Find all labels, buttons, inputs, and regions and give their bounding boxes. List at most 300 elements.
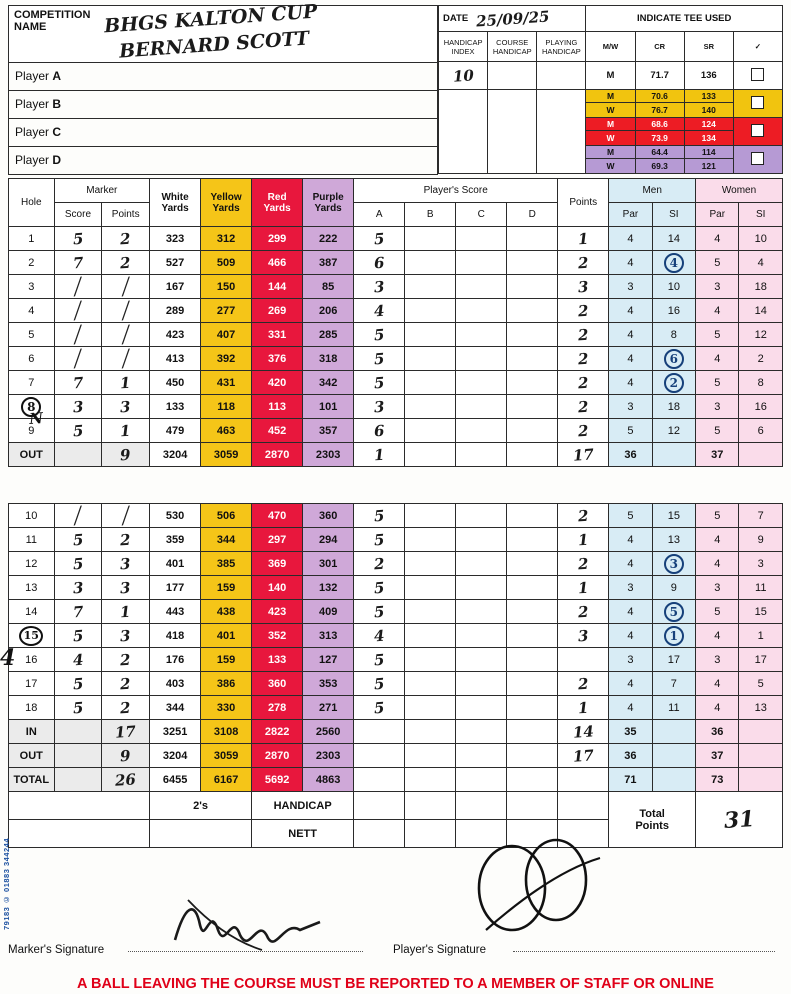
score-a[interactable]: 5 <box>354 504 405 528</box>
women-par: 3 <box>696 275 739 299</box>
marker-points[interactable]: 2 <box>102 696 150 720</box>
men-si: 14 <box>652 227 695 251</box>
score-d[interactable] <box>507 371 558 395</box>
out-row <box>9 443 783 467</box>
in-marker-score <box>54 720 102 744</box>
tee-a-checkbox[interactable] <box>733 62 782 90</box>
score-b[interactable] <box>405 395 456 419</box>
out-points[interactable]: 17 <box>558 744 609 768</box>
table-row <box>9 371 783 395</box>
col-purple-yards: Purple Yards <box>303 179 354 227</box>
in-points[interactable]: 14 <box>558 720 609 744</box>
hole-number: 10 <box>9 504 55 528</box>
score-b[interactable] <box>405 504 456 528</box>
women-par: 4 <box>696 672 739 696</box>
hole-points[interactable]: 2 <box>558 419 609 443</box>
score-a[interactable]: 5 <box>354 648 405 672</box>
white-yards: 403 <box>150 672 201 696</box>
score-a[interactable]: 5 <box>354 323 405 347</box>
hole-number: 3 <box>9 275 55 299</box>
score-c[interactable] <box>456 648 507 672</box>
in-marker-points[interactable]: 17 <box>102 720 150 744</box>
out-score-d[interactable] <box>507 443 558 467</box>
date-value: 25/09/25 <box>475 6 551 31</box>
white-yards: 418 <box>150 624 201 648</box>
out-score-a[interactable] <box>354 744 405 768</box>
score-c[interactable] <box>456 395 507 419</box>
marker-points[interactable]: ╱ <box>102 323 150 347</box>
score-c[interactable] <box>456 227 507 251</box>
hole-points[interactable]: 1 <box>558 227 609 251</box>
white-yards: 413 <box>150 347 201 371</box>
hole-number: 12 <box>9 552 55 576</box>
tee-c-sr: 124 134 <box>684 118 733 146</box>
table-row <box>9 600 783 624</box>
women-si: 8 <box>739 371 783 395</box>
score-a[interactable]: 5 <box>354 371 405 395</box>
table-row <box>9 227 783 251</box>
men-si: 1 <box>652 624 695 648</box>
player-a-row <box>8 63 438 91</box>
red-yards: 452 <box>252 419 303 443</box>
marker-score[interactable]: ╱ <box>54 275 102 299</box>
marker-points[interactable]: 2 <box>102 227 150 251</box>
marker-score[interactable]: ╱ <box>54 299 102 323</box>
hole-points[interactable]: 2 <box>558 251 609 275</box>
score-b[interactable] <box>405 419 456 443</box>
score-d[interactable] <box>507 299 558 323</box>
women-si: 5 <box>739 672 783 696</box>
purple-yards: 353 <box>303 672 354 696</box>
marker-points[interactable]: 1 <box>102 371 150 395</box>
hole-points[interactable]: 2 <box>558 504 609 528</box>
handicap-label-cell: HANDICAP <box>252 792 354 820</box>
women-par: 5 <box>696 251 739 275</box>
player-d-label: Player D <box>15 153 62 167</box>
score-c[interactable] <box>456 552 507 576</box>
score-a[interactable]: 2 <box>354 552 405 576</box>
marker-points[interactable]: 2 <box>102 528 150 552</box>
marker-points[interactable]: 3 <box>102 552 150 576</box>
table-row <box>9 299 783 323</box>
tee-table <box>438 5 783 174</box>
score-a[interactable]: 6 <box>354 419 405 443</box>
tee-c-cr: 68.6 73.9 <box>635 118 684 146</box>
out-marker-score <box>54 443 102 467</box>
hole-points[interactable]: 2 <box>558 371 609 395</box>
twos-value-cell[interactable] <box>150 820 252 848</box>
out-red: 2870 <box>252 443 303 467</box>
out-score-c[interactable] <box>456 744 507 768</box>
score-a[interactable]: 5 <box>354 672 405 696</box>
marker-points[interactable]: 2 <box>102 672 150 696</box>
out-women-si <box>739 443 783 467</box>
player-signature-ink <box>479 846 545 930</box>
men-si: 11 <box>652 696 695 720</box>
score-b[interactable] <box>405 624 456 648</box>
total-women-si <box>739 768 783 792</box>
men-par: 4 <box>609 299 652 323</box>
marker-score[interactable]: 5 <box>54 672 102 696</box>
score-b[interactable] <box>405 347 456 371</box>
total-score-c[interactable] <box>456 768 507 792</box>
score-a[interactable]: 3 <box>354 395 405 419</box>
marker-score[interactable]: 7 <box>54 251 102 275</box>
men-si: 15 <box>652 504 695 528</box>
score-d[interactable] <box>507 624 558 648</box>
score-a[interactable]: 4 <box>354 624 405 648</box>
purple-yards: 313 <box>303 624 354 648</box>
score-a[interactable]: 5 <box>354 347 405 371</box>
red-yards: 269 <box>252 299 303 323</box>
out-label: OUT <box>9 443 55 467</box>
in-men-par: 35 <box>609 720 652 744</box>
score-c[interactable] <box>456 323 507 347</box>
marker-score[interactable]: 3 <box>54 395 102 419</box>
women-par: 4 <box>696 624 739 648</box>
purple-yards: 132 <box>303 576 354 600</box>
hole-points[interactable] <box>558 648 609 672</box>
score-c[interactable] <box>456 419 507 443</box>
purple-yards: 360 <box>303 504 354 528</box>
hole-number: 2 <box>9 251 55 275</box>
score-b[interactable] <box>405 371 456 395</box>
handicap-index-value: 10 <box>439 62 488 90</box>
marker-points[interactable]: 2 <box>102 251 150 275</box>
marker-points[interactable]: ╱ <box>102 275 150 299</box>
score-d[interactable] <box>507 395 558 419</box>
marker-score[interactable]: 5 <box>54 696 102 720</box>
hole-points[interactable]: 2 <box>558 552 609 576</box>
yellow-yards: 312 <box>201 227 252 251</box>
women-par: 3 <box>696 395 739 419</box>
score-c[interactable] <box>456 672 507 696</box>
hole-points[interactable]: 2 <box>558 323 609 347</box>
hole-points[interactable]: 1 <box>558 576 609 600</box>
women-par: 4 <box>696 347 739 371</box>
col-hole: Hole <box>9 179 55 227</box>
marker-score[interactable]: 5 <box>54 528 102 552</box>
score-d[interactable] <box>507 251 558 275</box>
red-yards: 299 <box>252 227 303 251</box>
total-points-value-cell[interactable]: 31 <box>696 792 783 848</box>
col-marker-points: Points <box>102 203 150 227</box>
score-d[interactable] <box>507 504 558 528</box>
col-women-par: Par <box>696 203 739 227</box>
hcp-box-d[interactable] <box>507 792 558 820</box>
hole-points[interactable]: 1 <box>558 696 609 720</box>
score-b[interactable] <box>405 552 456 576</box>
margin-mark-4: 4 <box>0 645 16 671</box>
yellow-yards: 438 <box>201 600 252 624</box>
tee-b-checkbox[interactable] <box>733 90 782 118</box>
score-d[interactable] <box>507 600 558 624</box>
hcp-box-a[interactable] <box>354 792 405 820</box>
player-signature-label: Player's Signature <box>393 944 486 956</box>
white-yards: 443 <box>150 600 201 624</box>
total-score-b[interactable] <box>405 768 456 792</box>
marker-points[interactable]: 2 <box>102 648 150 672</box>
hole-points[interactable]: 1 <box>558 528 609 552</box>
hole-points[interactable]: 2 <box>558 347 609 371</box>
col-men-par: Par <box>609 203 652 227</box>
purple-yards: 318 <box>303 347 354 371</box>
score-a[interactable]: 5 <box>354 227 405 251</box>
out-marker-points[interactable]: 9 <box>102 744 150 768</box>
yellow-yards: 431 <box>201 371 252 395</box>
total-men-si <box>652 768 695 792</box>
score-c[interactable] <box>456 251 507 275</box>
score-d[interactable] <box>507 672 558 696</box>
total-label: TOTAL <box>9 768 55 792</box>
col-marker-score: Score <box>54 203 102 227</box>
total-points-label-cell: Total Points <box>609 792 696 848</box>
out-points[interactable]: 17 <box>558 443 609 467</box>
score-c[interactable] <box>456 600 507 624</box>
checkbox-icon[interactable] <box>751 124 764 137</box>
checkbox-icon[interactable] <box>751 68 764 81</box>
score-c[interactable] <box>456 347 507 371</box>
score-c[interactable] <box>456 504 507 528</box>
score-d[interactable] <box>507 275 558 299</box>
marker-points[interactable]: ╱ <box>102 504 150 528</box>
white-yards: 359 <box>150 528 201 552</box>
red-yards: 297 <box>252 528 303 552</box>
score-a[interactable]: 5 <box>354 528 405 552</box>
score-c[interactable] <box>456 696 507 720</box>
col-men: Men <box>609 179 696 203</box>
out-marker-points[interactable]: 9 <box>102 443 150 467</box>
in-score-b[interactable] <box>405 720 456 744</box>
total-red: 5692 <box>252 768 303 792</box>
hole-points[interactable]: 2 <box>558 672 609 696</box>
in-score-a[interactable] <box>354 720 405 744</box>
men-par: 3 <box>609 576 652 600</box>
women-si: 6 <box>739 419 783 443</box>
women-si: 12 <box>739 323 783 347</box>
tee-d-checkbox[interactable] <box>733 146 782 174</box>
out-score-b[interactable] <box>405 744 456 768</box>
score-b[interactable] <box>405 672 456 696</box>
score-d[interactable] <box>507 576 558 600</box>
marker-score[interactable]: ╱ <box>54 323 102 347</box>
score-d[interactable] <box>507 552 558 576</box>
marker-score[interactable]: 5 <box>54 227 102 251</box>
women-si: 11 <box>739 576 783 600</box>
checkbox-icon[interactable] <box>751 96 764 109</box>
hole-points[interactable]: 3 <box>558 275 609 299</box>
total-points[interactable] <box>558 768 609 792</box>
score-a[interactable]: 5 <box>354 696 405 720</box>
hole-points[interactable]: 2 <box>558 299 609 323</box>
score-d[interactable] <box>507 648 558 672</box>
marker-score[interactable]: 5 <box>54 552 102 576</box>
score-b[interactable] <box>405 528 456 552</box>
out-score-d[interactable] <box>507 744 558 768</box>
red-yards: 144 <box>252 275 303 299</box>
marker-score[interactable]: 3 <box>54 576 102 600</box>
total-purple: 4863 <box>303 768 354 792</box>
nett-points[interactable] <box>558 820 609 848</box>
table-row <box>9 696 783 720</box>
score-c[interactable] <box>456 371 507 395</box>
score-b[interactable] <box>405 251 456 275</box>
score-c[interactable] <box>456 275 507 299</box>
total-marker-points[interactable]: 26 <box>102 768 150 792</box>
purple-yards: 222 <box>303 227 354 251</box>
score-b[interactable] <box>405 323 456 347</box>
marker-signature-line[interactable] <box>128 951 363 952</box>
yellow-yards: 159 <box>201 576 252 600</box>
marker-score[interactable]: ╱ <box>54 347 102 371</box>
hcp-box-b[interactable] <box>405 792 456 820</box>
score-a[interactable]: 5 <box>354 600 405 624</box>
score-d[interactable] <box>507 323 558 347</box>
men-si: 2 <box>652 371 695 395</box>
score-d[interactable] <box>507 419 558 443</box>
men-si: 9 <box>652 576 695 600</box>
total-white: 6455 <box>150 768 201 792</box>
score-d[interactable] <box>507 347 558 371</box>
handicap-index-label: HANDICAP INDEX <box>439 32 488 62</box>
women-par: 4 <box>696 696 739 720</box>
women-si: 16 <box>739 395 783 419</box>
handicap-blank-3 <box>537 90 586 174</box>
table-row <box>9 504 783 528</box>
col-marker: Marker <box>54 179 150 203</box>
tee-b-cr: 70.6 76.7 <box>635 90 684 118</box>
hole-number: 5 <box>9 323 55 347</box>
white-yards: 177 <box>150 576 201 600</box>
tee-a-cr: 71.7 <box>635 62 684 90</box>
out-score-a[interactable]: 1 <box>354 443 405 467</box>
women-si: 7 <box>739 504 783 528</box>
marker-points[interactable]: 3 <box>102 624 150 648</box>
marker-points[interactable]: ╱ <box>102 299 150 323</box>
score-d[interactable] <box>507 696 558 720</box>
score-c[interactable] <box>456 528 507 552</box>
marker-score[interactable]: 7 <box>54 600 102 624</box>
total-score-d[interactable] <box>507 768 558 792</box>
nett-box-a[interactable] <box>354 820 405 848</box>
sr-label: SR <box>684 32 733 62</box>
marker-score[interactable]: 4 <box>54 648 102 672</box>
marker-points[interactable]: 1 <box>102 419 150 443</box>
tee-c-checkbox[interactable] <box>733 118 782 146</box>
blank-left-1 <box>9 792 150 820</box>
table-row <box>9 672 783 696</box>
yellow-yards: 159 <box>201 648 252 672</box>
men-par: 3 <box>609 648 652 672</box>
in-women-par: 36 <box>696 720 739 744</box>
total-women-par: 73 <box>696 768 739 792</box>
out-red: 2870 <box>252 744 303 768</box>
score-b[interactable] <box>405 227 456 251</box>
women-par: 3 <box>696 576 739 600</box>
score-b[interactable] <box>405 600 456 624</box>
score-a[interactable]: 3 <box>354 275 405 299</box>
hole-points[interactable]: 3 <box>558 624 609 648</box>
tee-c-mw: M W <box>586 118 635 146</box>
score-c[interactable] <box>456 299 507 323</box>
in-score-d[interactable] <box>507 720 558 744</box>
marker-points[interactable]: ╱ <box>102 347 150 371</box>
score-c[interactable] <box>456 624 507 648</box>
marker-score[interactable]: ╱ <box>54 504 102 528</box>
hcp-box-c[interactable] <box>456 792 507 820</box>
white-yards: 323 <box>150 227 201 251</box>
twos-label-cell: 2's <box>150 792 252 820</box>
nett-box-c[interactable] <box>456 820 507 848</box>
men-si: 6 <box>652 347 695 371</box>
out-label: OUT <box>9 744 55 768</box>
score-a[interactable]: 4 <box>354 299 405 323</box>
marker-score[interactable]: 7 <box>54 371 102 395</box>
out-purple: 2303 <box>303 443 354 467</box>
score-b[interactable] <box>405 696 456 720</box>
out-men-si <box>652 443 695 467</box>
women-si: 13 <box>739 696 783 720</box>
hole-points[interactable]: 2 <box>558 395 609 419</box>
marker-points[interactable]: 3 <box>102 576 150 600</box>
player-signature-line[interactable] <box>513 951 775 952</box>
date-label: DATE <box>443 13 469 24</box>
out-score-b[interactable] <box>405 443 456 467</box>
score-d[interactable] <box>507 528 558 552</box>
marker-score[interactable]: 5 <box>54 419 102 443</box>
score-a[interactable]: 6 <box>354 251 405 275</box>
player-c-label: Player C <box>15 125 62 139</box>
handicap-blank-1 <box>439 90 488 174</box>
col-points: Points <box>558 179 609 227</box>
marker-score[interactable]: 5 <box>54 624 102 648</box>
hole-points[interactable]: 2 <box>558 600 609 624</box>
women-par: 5 <box>696 419 739 443</box>
in-score-c[interactable] <box>456 720 507 744</box>
score-b[interactable] <box>405 576 456 600</box>
out-score-c[interactable] <box>456 443 507 467</box>
purple-yards: 301 <box>303 552 354 576</box>
red-yards: 466 <box>252 251 303 275</box>
yellow-yards: 385 <box>201 552 252 576</box>
women-par: 4 <box>696 299 739 323</box>
hcp-points[interactable] <box>558 792 609 820</box>
score-b[interactable] <box>405 299 456 323</box>
total-score-a[interactable] <box>354 768 405 792</box>
marker-points[interactable]: 3 <box>102 395 150 419</box>
out-women-par: 37 <box>696 744 739 768</box>
nett-box-b[interactable] <box>405 820 456 848</box>
men-si: 3 <box>652 552 695 576</box>
marker-points[interactable]: 1 <box>102 600 150 624</box>
score-b[interactable] <box>405 648 456 672</box>
red-yards: 113 <box>252 395 303 419</box>
checkbox-icon[interactable] <box>751 152 764 165</box>
purple-yards: 387 <box>303 251 354 275</box>
hole-number: 11 <box>9 528 55 552</box>
hole-number: 4 <box>9 299 55 323</box>
score-c[interactable] <box>456 576 507 600</box>
score-a[interactable]: 5 <box>354 576 405 600</box>
red-yards: 376 <box>252 347 303 371</box>
col-score-a: A <box>354 203 405 227</box>
score-d[interactable] <box>507 227 558 251</box>
nett-box-d[interactable] <box>507 820 558 848</box>
player-b-label: Player B <box>15 97 62 111</box>
playing-handicap-value <box>537 62 586 90</box>
score-b[interactable] <box>405 275 456 299</box>
yellow-yards: 463 <box>201 419 252 443</box>
